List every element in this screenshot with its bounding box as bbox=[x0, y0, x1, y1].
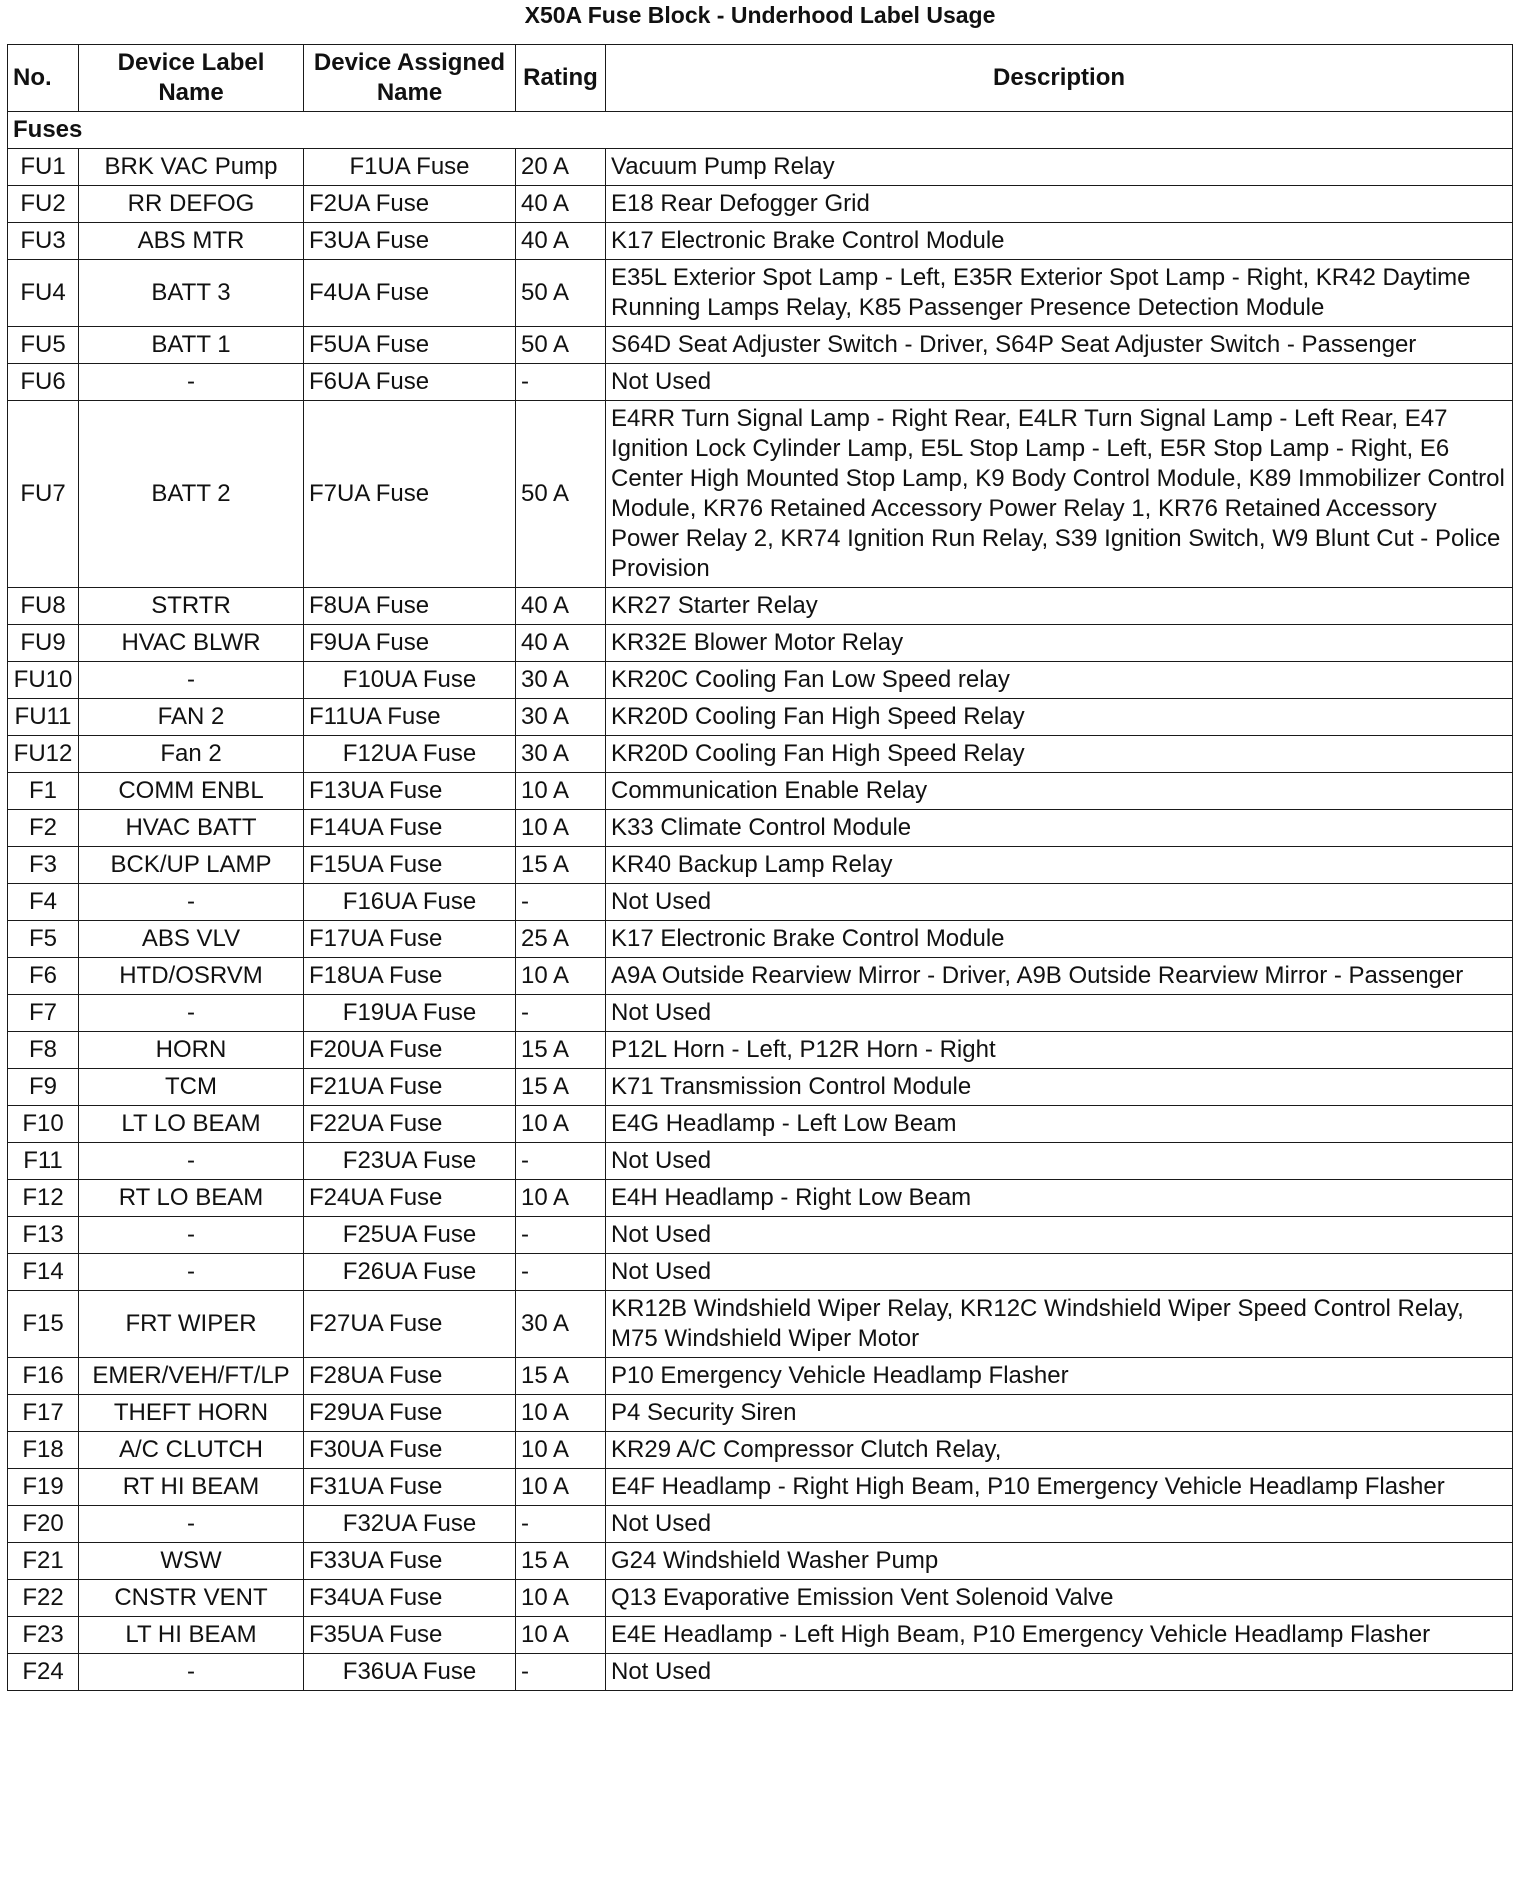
cell-rating: 50 A bbox=[516, 401, 606, 588]
cell-no: F12 bbox=[8, 1180, 79, 1217]
cell-device-label-name: CNSTR VENT bbox=[79, 1580, 304, 1617]
cell-device-label-name: RT HI BEAM bbox=[79, 1469, 304, 1506]
section-row bbox=[8, 112, 1513, 149]
cell-device-label-name: - bbox=[79, 884, 304, 921]
cell-device-assigned-name: F32UA Fuse bbox=[304, 1506, 516, 1543]
cell-description: E4H Headlamp - Right Low Beam bbox=[606, 1180, 1513, 1217]
table-row bbox=[8, 186, 1513, 223]
cell-device-label-name: - bbox=[79, 995, 304, 1032]
table-row bbox=[8, 847, 1513, 884]
cell-no: F9 bbox=[8, 1069, 79, 1106]
cell-device-assigned-name: F8UA Fuse bbox=[304, 588, 516, 625]
cell-device-assigned-name: F30UA Fuse bbox=[304, 1432, 516, 1469]
table-row bbox=[8, 810, 1513, 847]
cell-device-assigned-name: F34UA Fuse bbox=[304, 1580, 516, 1617]
cell-device-assigned-name: F29UA Fuse bbox=[304, 1395, 516, 1432]
cell-device-label-name: - bbox=[79, 364, 304, 401]
cell-no: F19 bbox=[8, 1469, 79, 1506]
table-row bbox=[8, 1291, 1513, 1358]
cell-rating: 30 A bbox=[516, 1291, 606, 1358]
cell-rating: 20 A bbox=[516, 149, 606, 186]
cell-description: Not Used bbox=[606, 1254, 1513, 1291]
cell-device-assigned-name: F22UA Fuse bbox=[304, 1106, 516, 1143]
cell-rating: 30 A bbox=[516, 699, 606, 736]
cell-device-label-name: - bbox=[79, 662, 304, 699]
cell-no: F14 bbox=[8, 1254, 79, 1291]
cell-no: F20 bbox=[8, 1506, 79, 1543]
cell-device-label-name: - bbox=[79, 1506, 304, 1543]
cell-description: K17 Electronic Brake Control Module bbox=[606, 921, 1513, 958]
cell-device-assigned-name: F23UA Fuse bbox=[304, 1143, 516, 1180]
cell-description: Not Used bbox=[606, 1217, 1513, 1254]
cell-device-assigned-name: F20UA Fuse bbox=[304, 1032, 516, 1069]
cell-no: F1 bbox=[8, 773, 79, 810]
cell-no: FU7 bbox=[8, 401, 79, 588]
cell-no: F6 bbox=[8, 958, 79, 995]
column-header-device-label-name: Device Label Name bbox=[79, 45, 304, 112]
cell-no: F8 bbox=[8, 1032, 79, 1069]
table-row bbox=[8, 1654, 1513, 1691]
cell-device-label-name: BATT 3 bbox=[79, 260, 304, 327]
cell-device-assigned-name: F13UA Fuse bbox=[304, 773, 516, 810]
cell-description: E18 Rear Defogger Grid bbox=[606, 186, 1513, 223]
table-row bbox=[8, 662, 1513, 699]
table-row bbox=[8, 1217, 1513, 1254]
cell-no: FU10 bbox=[8, 662, 79, 699]
cell-device-assigned-name: F4UA Fuse bbox=[304, 260, 516, 327]
cell-rating: 10 A bbox=[516, 1580, 606, 1617]
cell-description: E4RR Turn Signal Lamp - Right Rear, E4LR Turn Signal Lamp - Left Rear, E47 Ignition Lock Cylinder Lamp, E5L Stop Lamp - Left, E5R Stop Lamp - Right, E6 Center High Mounted Stop Lamp, K9 Body Control Module, K89 Immobilizer Control Module, KR76 Retained Accessory Power Relay 1, KR76 Retained Accessory Power Relay 2, KR74 Ignition Run Relay, S39 Ignition Switch, W9 Blunt Cut - Police Provision bbox=[606, 401, 1513, 588]
cell-rating: 10 A bbox=[516, 1180, 606, 1217]
table-row bbox=[8, 401, 1513, 588]
cell-device-label-name: BRK VAC Pump bbox=[79, 149, 304, 186]
cell-device-label-name: WSW bbox=[79, 1543, 304, 1580]
cell-rating: 40 A bbox=[516, 223, 606, 260]
cell-no: FU12 bbox=[8, 736, 79, 773]
cell-no: F11 bbox=[8, 1143, 79, 1180]
cell-rating: - bbox=[516, 995, 606, 1032]
cell-device-label-name: - bbox=[79, 1143, 304, 1180]
cell-description: E4G Headlamp - Left Low Beam bbox=[606, 1106, 1513, 1143]
table-header-row bbox=[8, 45, 1513, 112]
cell-no: F4 bbox=[8, 884, 79, 921]
cell-description: KR27 Starter Relay bbox=[606, 588, 1513, 625]
cell-rating: 30 A bbox=[516, 662, 606, 699]
cell-rating: 10 A bbox=[516, 1432, 606, 1469]
cell-rating: - bbox=[516, 1654, 606, 1691]
table-body bbox=[8, 112, 1513, 1691]
cell-device-label-name: THEFT HORN bbox=[79, 1395, 304, 1432]
cell-device-label-name: BCK/UP LAMP bbox=[79, 847, 304, 884]
cell-device-assigned-name: F3UA Fuse bbox=[304, 223, 516, 260]
cell-description: E4E Headlamp - Left High Beam, P10 Emergency Vehicle Headlamp Flasher bbox=[606, 1617, 1513, 1654]
column-header-rating: Rating bbox=[516, 45, 606, 112]
table-row bbox=[8, 884, 1513, 921]
cell-no: F18 bbox=[8, 1432, 79, 1469]
cell-rating: - bbox=[516, 884, 606, 921]
cell-no: F5 bbox=[8, 921, 79, 958]
cell-device-assigned-name: F31UA Fuse bbox=[304, 1469, 516, 1506]
cell-device-label-name: BATT 1 bbox=[79, 327, 304, 364]
cell-rating: 10 A bbox=[516, 773, 606, 810]
cell-device-assigned-name: F9UA Fuse bbox=[304, 625, 516, 662]
table-row bbox=[8, 995, 1513, 1032]
cell-rating: 25 A bbox=[516, 921, 606, 958]
cell-rating: 15 A bbox=[516, 1032, 606, 1069]
table-row bbox=[8, 149, 1513, 186]
cell-description: KR20D Cooling Fan High Speed Relay bbox=[606, 699, 1513, 736]
cell-rating: 15 A bbox=[516, 1358, 606, 1395]
cell-device-assigned-name: F19UA Fuse bbox=[304, 995, 516, 1032]
cell-device-assigned-name: F33UA Fuse bbox=[304, 1543, 516, 1580]
cell-description: K17 Electronic Brake Control Module bbox=[606, 223, 1513, 260]
cell-device-assigned-name: F28UA Fuse bbox=[304, 1358, 516, 1395]
cell-no: FU3 bbox=[8, 223, 79, 260]
cell-device-label-name: HORN bbox=[79, 1032, 304, 1069]
cell-device-assigned-name: F26UA Fuse bbox=[304, 1254, 516, 1291]
cell-device-label-name: FAN 2 bbox=[79, 699, 304, 736]
cell-rating: 15 A bbox=[516, 1543, 606, 1580]
column-header-no: No. bbox=[8, 45, 79, 112]
cell-description: K71 Transmission Control Module bbox=[606, 1069, 1513, 1106]
cell-rating: 10 A bbox=[516, 1395, 606, 1432]
cell-description: Not Used bbox=[606, 1143, 1513, 1180]
cell-no: F3 bbox=[8, 847, 79, 884]
table-row bbox=[8, 1069, 1513, 1106]
table-row bbox=[8, 260, 1513, 327]
table-row bbox=[8, 1143, 1513, 1180]
cell-no: FU9 bbox=[8, 625, 79, 662]
cell-device-label-name: HVAC BATT bbox=[79, 810, 304, 847]
cell-description: Not Used bbox=[606, 1654, 1513, 1691]
table-row bbox=[8, 223, 1513, 260]
cell-rating: 10 A bbox=[516, 1106, 606, 1143]
section-label: Fuses bbox=[8, 112, 1513, 149]
cell-description: Communication Enable Relay bbox=[606, 773, 1513, 810]
cell-device-assigned-name: F5UA Fuse bbox=[304, 327, 516, 364]
cell-description: A9A Outside Rearview Mirror - Driver, A9B Outside Rearview Mirror - Passenger bbox=[606, 958, 1513, 995]
cell-device-assigned-name: F14UA Fuse bbox=[304, 810, 516, 847]
cell-description: Not Used bbox=[606, 995, 1513, 1032]
cell-description: Not Used bbox=[606, 364, 1513, 401]
table-row bbox=[8, 364, 1513, 401]
cell-device-label-name: HTD/OSRVM bbox=[79, 958, 304, 995]
cell-rating: - bbox=[516, 1254, 606, 1291]
table-row bbox=[8, 327, 1513, 364]
cell-device-label-name: - bbox=[79, 1254, 304, 1291]
fuse-table bbox=[7, 44, 1513, 1691]
cell-description: Vacuum Pump Relay bbox=[606, 149, 1513, 186]
cell-device-assigned-name: F36UA Fuse bbox=[304, 1654, 516, 1691]
cell-rating: 10 A bbox=[516, 958, 606, 995]
table-row bbox=[8, 1580, 1513, 1617]
cell-description: KR29 A/C Compressor Clutch Relay, bbox=[606, 1432, 1513, 1469]
cell-device-assigned-name: F7UA Fuse bbox=[304, 401, 516, 588]
cell-device-assigned-name: F2UA Fuse bbox=[304, 186, 516, 223]
cell-description: KR40 Backup Lamp Relay bbox=[606, 847, 1513, 884]
cell-no: F17 bbox=[8, 1395, 79, 1432]
table-row bbox=[8, 1506, 1513, 1543]
table-row bbox=[8, 1358, 1513, 1395]
cell-device-label-name: TCM bbox=[79, 1069, 304, 1106]
cell-no: F23 bbox=[8, 1617, 79, 1654]
cell-no: FU1 bbox=[8, 149, 79, 186]
cell-no: F22 bbox=[8, 1580, 79, 1617]
cell-description: E35L Exterior Spot Lamp - Left, E35R Exterior Spot Lamp - Right, KR42 Daytime Running Lamps Relay, K85 Passenger Presence Detection Module bbox=[606, 260, 1513, 327]
cell-device-label-name: LT HI BEAM bbox=[79, 1617, 304, 1654]
cell-description: Not Used bbox=[606, 1506, 1513, 1543]
cell-device-assigned-name: F15UA Fuse bbox=[304, 847, 516, 884]
page-title: X50A Fuse Block - Underhood Label Usage bbox=[524, 2, 996, 28]
cell-no: F10 bbox=[8, 1106, 79, 1143]
cell-device-assigned-name: F35UA Fuse bbox=[304, 1617, 516, 1654]
cell-rating: 15 A bbox=[516, 847, 606, 884]
cell-description: P4 Security Siren bbox=[606, 1395, 1513, 1432]
table-row bbox=[8, 1543, 1513, 1580]
cell-device-label-name: RT LO BEAM bbox=[79, 1180, 304, 1217]
cell-device-label-name: STRTR bbox=[79, 588, 304, 625]
table-row bbox=[8, 1395, 1513, 1432]
table-row bbox=[8, 1617, 1513, 1654]
cell-no: F15 bbox=[8, 1291, 79, 1358]
table-row bbox=[8, 1432, 1513, 1469]
cell-device-assigned-name: F16UA Fuse bbox=[304, 884, 516, 921]
cell-no: FU2 bbox=[8, 186, 79, 223]
table-row bbox=[8, 773, 1513, 810]
cell-rating: - bbox=[516, 1143, 606, 1180]
table-row bbox=[8, 588, 1513, 625]
cell-description: KR32E Blower Motor Relay bbox=[606, 625, 1513, 662]
table-row bbox=[8, 921, 1513, 958]
cell-device-label-name: A/C CLUTCH bbox=[79, 1432, 304, 1469]
cell-device-assigned-name: F27UA Fuse bbox=[304, 1291, 516, 1358]
cell-device-label-name: Fan 2 bbox=[79, 736, 304, 773]
cell-no: FU6 bbox=[8, 364, 79, 401]
cell-rating: 50 A bbox=[516, 260, 606, 327]
cell-rating: 10 A bbox=[516, 1617, 606, 1654]
cell-device-label-name: - bbox=[79, 1217, 304, 1254]
cell-device-label-name: HVAC BLWR bbox=[79, 625, 304, 662]
cell-no: FU11 bbox=[8, 699, 79, 736]
cell-device-label-name: FRT WIPER bbox=[79, 1291, 304, 1358]
cell-device-assigned-name: F12UA Fuse bbox=[304, 736, 516, 773]
cell-rating: 10 A bbox=[516, 1469, 606, 1506]
table-row bbox=[8, 1469, 1513, 1506]
cell-no: F21 bbox=[8, 1543, 79, 1580]
cell-description: Not Used bbox=[606, 884, 1513, 921]
cell-no: F24 bbox=[8, 1654, 79, 1691]
cell-device-assigned-name: F17UA Fuse bbox=[304, 921, 516, 958]
cell-device-assigned-name: F11UA Fuse bbox=[304, 699, 516, 736]
table-row bbox=[8, 625, 1513, 662]
cell-no: FU5 bbox=[8, 327, 79, 364]
column-header-description: Description bbox=[606, 45, 1513, 112]
cell-rating: 10 A bbox=[516, 810, 606, 847]
cell-description: P12L Horn - Left, P12R Horn - Right bbox=[606, 1032, 1513, 1069]
cell-device-label-name: EMER/VEH/FT/LP bbox=[79, 1358, 304, 1395]
cell-device-assigned-name: F18UA Fuse bbox=[304, 958, 516, 995]
column-header-device-assigned-name: Device Assigned Name bbox=[304, 45, 516, 112]
cell-rating: - bbox=[516, 364, 606, 401]
cell-description: K33 Climate Control Module bbox=[606, 810, 1513, 847]
cell-device-assigned-name: F10UA Fuse bbox=[304, 662, 516, 699]
table-row bbox=[8, 699, 1513, 736]
cell-rating: 30 A bbox=[516, 736, 606, 773]
cell-device-assigned-name: F1UA Fuse bbox=[304, 149, 516, 186]
cell-no: FU4 bbox=[8, 260, 79, 327]
table-row bbox=[8, 1032, 1513, 1069]
cell-device-label-name: BATT 2 bbox=[79, 401, 304, 588]
table-row bbox=[8, 1254, 1513, 1291]
cell-device-assigned-name: F24UA Fuse bbox=[304, 1180, 516, 1217]
cell-description: P10 Emergency Vehicle Headlamp Flasher bbox=[606, 1358, 1513, 1395]
table-row bbox=[8, 1180, 1513, 1217]
cell-device-label-name: ABS MTR bbox=[79, 223, 304, 260]
table-row bbox=[8, 1106, 1513, 1143]
cell-no: F13 bbox=[8, 1217, 79, 1254]
cell-device-assigned-name: F6UA Fuse bbox=[304, 364, 516, 401]
cell-description: KR20D Cooling Fan High Speed Relay bbox=[606, 736, 1513, 773]
cell-device-assigned-name: F21UA Fuse bbox=[304, 1069, 516, 1106]
cell-device-label-name: RR DEFOG bbox=[79, 186, 304, 223]
cell-no: F16 bbox=[8, 1358, 79, 1395]
table-row bbox=[8, 958, 1513, 995]
cell-device-label-name: - bbox=[79, 1654, 304, 1691]
cell-no: F2 bbox=[8, 810, 79, 847]
cell-rating: - bbox=[516, 1506, 606, 1543]
cell-rating: 40 A bbox=[516, 625, 606, 662]
cell-device-assigned-name: F25UA Fuse bbox=[304, 1217, 516, 1254]
table-row bbox=[8, 736, 1513, 773]
cell-rating: 50 A bbox=[516, 327, 606, 364]
cell-description: S64D Seat Adjuster Switch - Driver, S64P Seat Adjuster Switch - Passenger bbox=[606, 327, 1513, 364]
cell-rating: 40 A bbox=[516, 186, 606, 223]
cell-description: KR12B Windshield Wiper Relay, KR12C Windshield Wiper Speed Control Relay, M75 Windshield Wiper Motor bbox=[606, 1291, 1513, 1358]
cell-rating: 40 A bbox=[516, 588, 606, 625]
cell-device-label-name: LT LO BEAM bbox=[79, 1106, 304, 1143]
cell-no: F7 bbox=[8, 995, 79, 1032]
cell-rating: 15 A bbox=[516, 1069, 606, 1106]
cell-device-label-name: COMM ENBL bbox=[79, 773, 304, 810]
cell-description: KR20C Cooling Fan Low Speed relay bbox=[606, 662, 1513, 699]
cell-rating: - bbox=[516, 1217, 606, 1254]
cell-description: E4F Headlamp - Right High Beam, P10 Emergency Vehicle Headlamp Flasher bbox=[606, 1469, 1513, 1506]
cell-no: FU8 bbox=[8, 588, 79, 625]
cell-description: Q13 Evaporative Emission Vent Solenoid Valve bbox=[606, 1580, 1513, 1617]
cell-device-label-name: ABS VLV bbox=[79, 921, 304, 958]
cell-description: G24 Windshield Washer Pump bbox=[606, 1543, 1513, 1580]
